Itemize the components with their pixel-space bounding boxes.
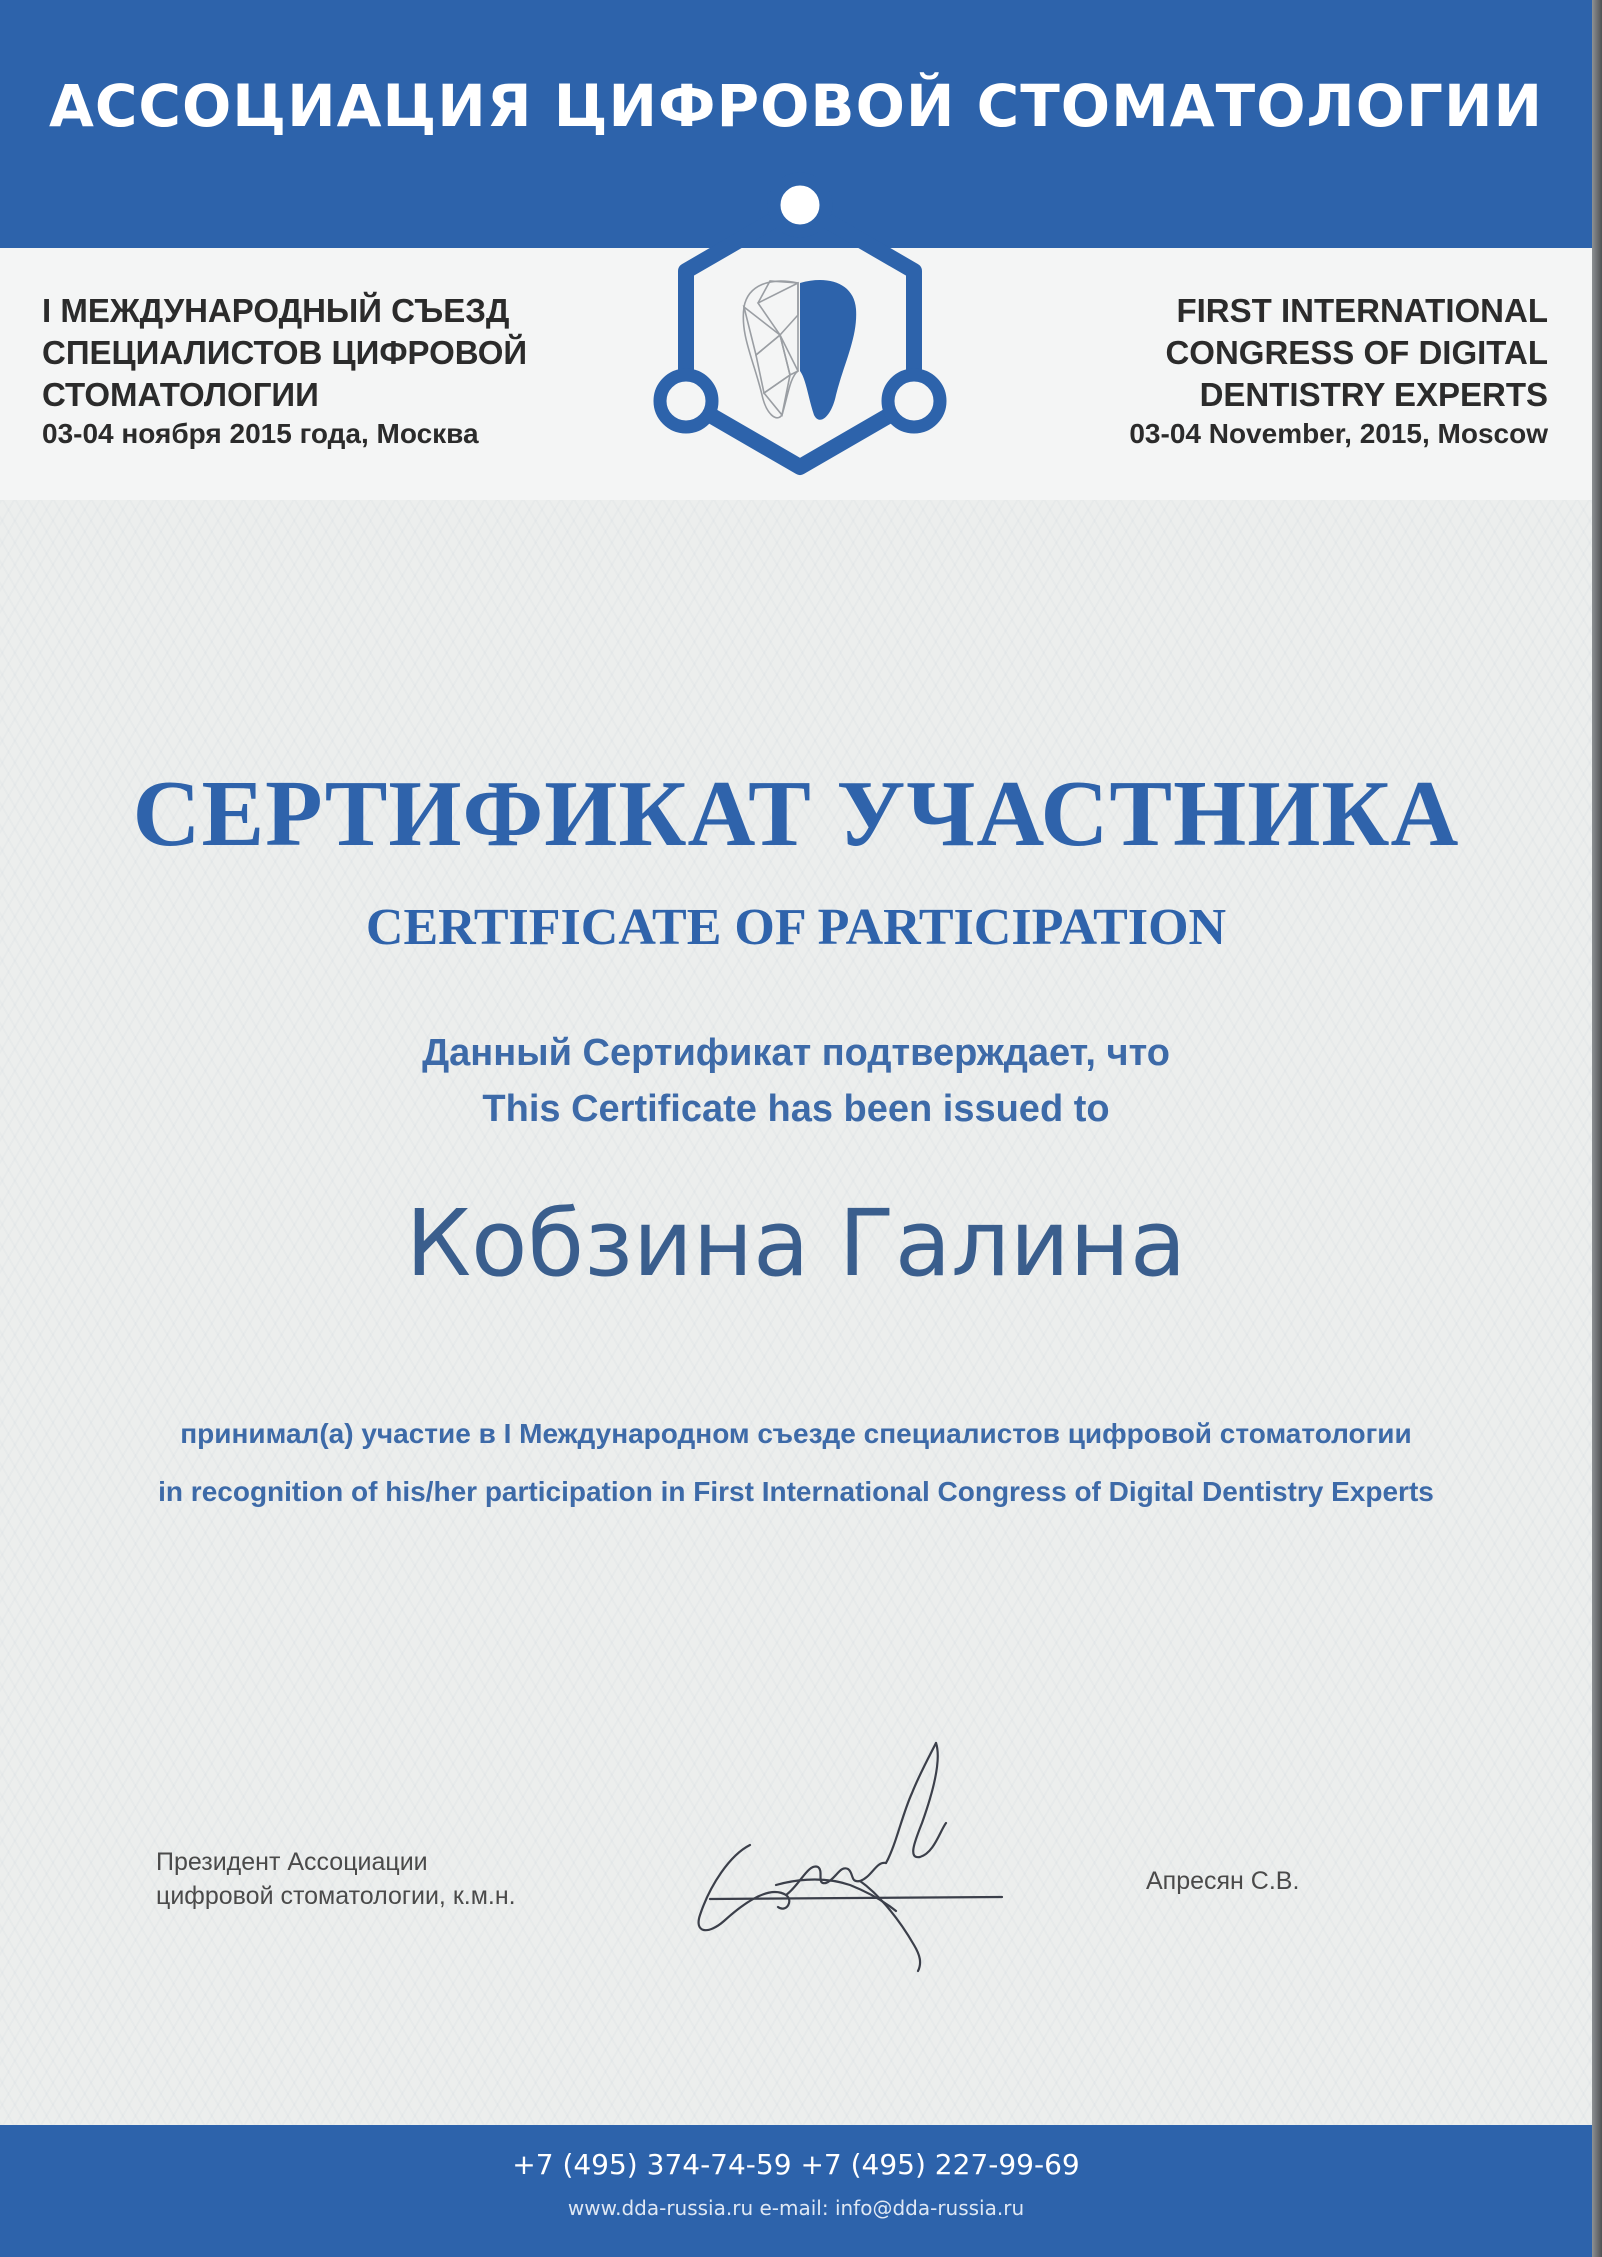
issued-statement-ru: Данный Сертификат подтверждает, что: [422, 1032, 1170, 1074]
certificate-title: СЕРТИФИКАТ УЧАСТНИКА: [132, 762, 1460, 866]
footer-band: [0, 2125, 1592, 2257]
congress-title-en: [988, 290, 1548, 452]
congress-title-ru-line1: I МЕЖДУНАРОДНЫЙ СЪЕЗД: [42, 292, 510, 329]
page-edge-shadow: [1592, 0, 1602, 2257]
signatory-role-line1: Президент Ассоциации: [156, 1848, 428, 1876]
congress-title-ru-line3: СТОМАТОЛОГИИ: [42, 376, 319, 413]
association-title: АССОЦИАЦИЯ ЦИФРОВОЙ СТОМАТОЛОГИИ: [48, 72, 1544, 140]
signatory-name: Апресян С.В.: [1146, 1867, 1300, 1895]
footer-phones: +7 (495) 374-74-59 +7 (495) 227-99-69: [512, 2148, 1080, 2181]
participation-statement: [0, 1405, 1592, 1521]
certificate-subtitle: CERTIFICATE OF PARTICIPATION: [365, 899, 1227, 956]
congress-date-ru: 03-04 ноября 2015 года, Москва: [42, 418, 479, 449]
congress-title-en-line2: CONGRESS OF DIGITAL: [1165, 334, 1548, 371]
congress-title-en-line1: FIRST INTERNATIONAL: [1176, 292, 1548, 329]
participation-statement-en: in recognition of his/her participation in First International Congress of Digital Dentistry Experts: [158, 1476, 1434, 1507]
congress-title-ru-line2: СПЕЦИАЛИСТОВ ЦИФРОВОЙ: [42, 334, 528, 371]
footer-web-email: www.dda-russia.ru e-mail: info@dda-russia.ru: [567, 2196, 1025, 2220]
participation-statement-ru: принимал(а) участие в I Международном съезде специалистов цифровой стоматологии: [180, 1418, 1412, 1449]
recipient-name: Кобзина Галина: [405, 1190, 1187, 1297]
signatory-role: [156, 1845, 656, 1913]
issued-statement-en: This Certificate has been issued to: [482, 1088, 1110, 1130]
signatory-role-line2: цифровой стоматологии, к.м.н.: [156, 1882, 516, 1910]
congress-title-en-line3: DENTISTRY EXPERTS: [1199, 376, 1548, 413]
congress-title-ru: [42, 290, 642, 452]
tooth-hexagon-icon: [630, 165, 970, 505]
congress-date-en: 03-04 November, 2015, Moscow: [1129, 418, 1548, 449]
handwritten-signature: [690, 1735, 1010, 1975]
issued-statement: [0, 1025, 1592, 1137]
